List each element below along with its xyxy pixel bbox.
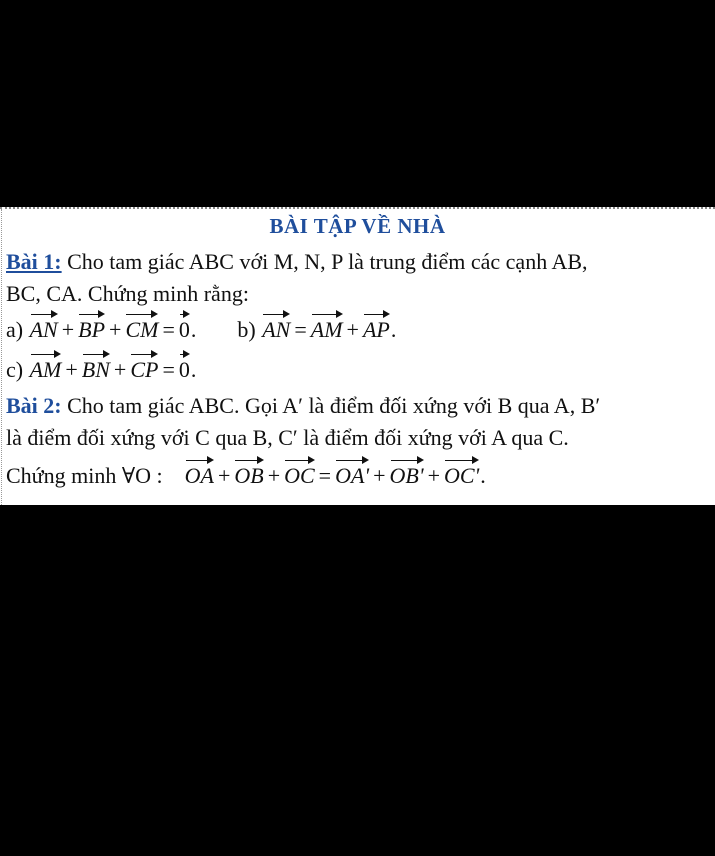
bai2-label: Bài 2: <box>6 393 62 418</box>
item-a-end: . <box>190 317 197 342</box>
bai2-line1 <box>6 391 600 421</box>
vector-oc-prime: OC' <box>444 459 479 491</box>
bai2-line2 <box>6 423 569 453</box>
item-b-label: b) <box>237 317 256 342</box>
vector-oc: OC <box>284 459 315 491</box>
vector-ob-prime: OB' <box>390 459 424 491</box>
item-c-end: . <box>190 357 197 382</box>
vector-oa-prime: OA' <box>335 459 369 491</box>
zero-vector-c: 0 <box>179 353 190 385</box>
item-a-label: a) <box>6 317 24 342</box>
vector-ap: AP <box>363 313 390 345</box>
left-border <box>1 209 2 505</box>
bai1-line2 <box>6 279 249 309</box>
bai1-item-c: c) AM + BN + CP = 0. <box>6 353 196 385</box>
vector-oa: OA <box>185 459 214 491</box>
bai1-text1: Cho tam giác ABC với M, N, P là trung điểm các cạnh AB, <box>67 249 588 274</box>
vector-cm: CM <box>125 313 158 345</box>
vector-ob: OB <box>234 459 263 491</box>
vector-an: AN <box>30 313 58 345</box>
item-b-end: . <box>390 317 397 342</box>
vector-cp: CP <box>130 353 158 385</box>
bai2-prove-line: Chứng minh ∀O : OA + OB + OC = OA' + OB' + OC'. <box>6 459 486 491</box>
prove-end: . <box>480 463 486 488</box>
bai1-label: Bài 1: <box>6 249 62 274</box>
bai1-items-ab: a) AN + BP + CM = 0. b) AN = AM + AP. <box>6 313 396 345</box>
sheet-title: BÀI TẬP VỀ NHÀ <box>269 214 446 238</box>
vector-bn: BN <box>82 353 110 385</box>
homework-sheet <box>0 207 715 505</box>
bai2-text2: là điểm đối xứng với C qua B, C′ là điểm đối xứng với A qua C. <box>6 425 569 450</box>
vector-am-c: AM <box>30 353 62 385</box>
bai1-text2: BC, CA. Chứng minh rằng: <box>6 281 249 306</box>
vector-an-b: AN <box>262 313 290 345</box>
bai1-line1 <box>6 247 588 277</box>
item-c-label: c) <box>6 357 24 382</box>
vector-am: AM <box>311 313 343 345</box>
zero-vector: 0 <box>179 313 190 345</box>
bai2-text1: Cho tam giác ABC. Gọi A′ là điểm đối xứng với B qua A, B′ <box>67 393 601 418</box>
bai2-prove-label: Chứng minh ∀O : <box>6 463 163 488</box>
vector-bp: BP <box>78 313 105 345</box>
